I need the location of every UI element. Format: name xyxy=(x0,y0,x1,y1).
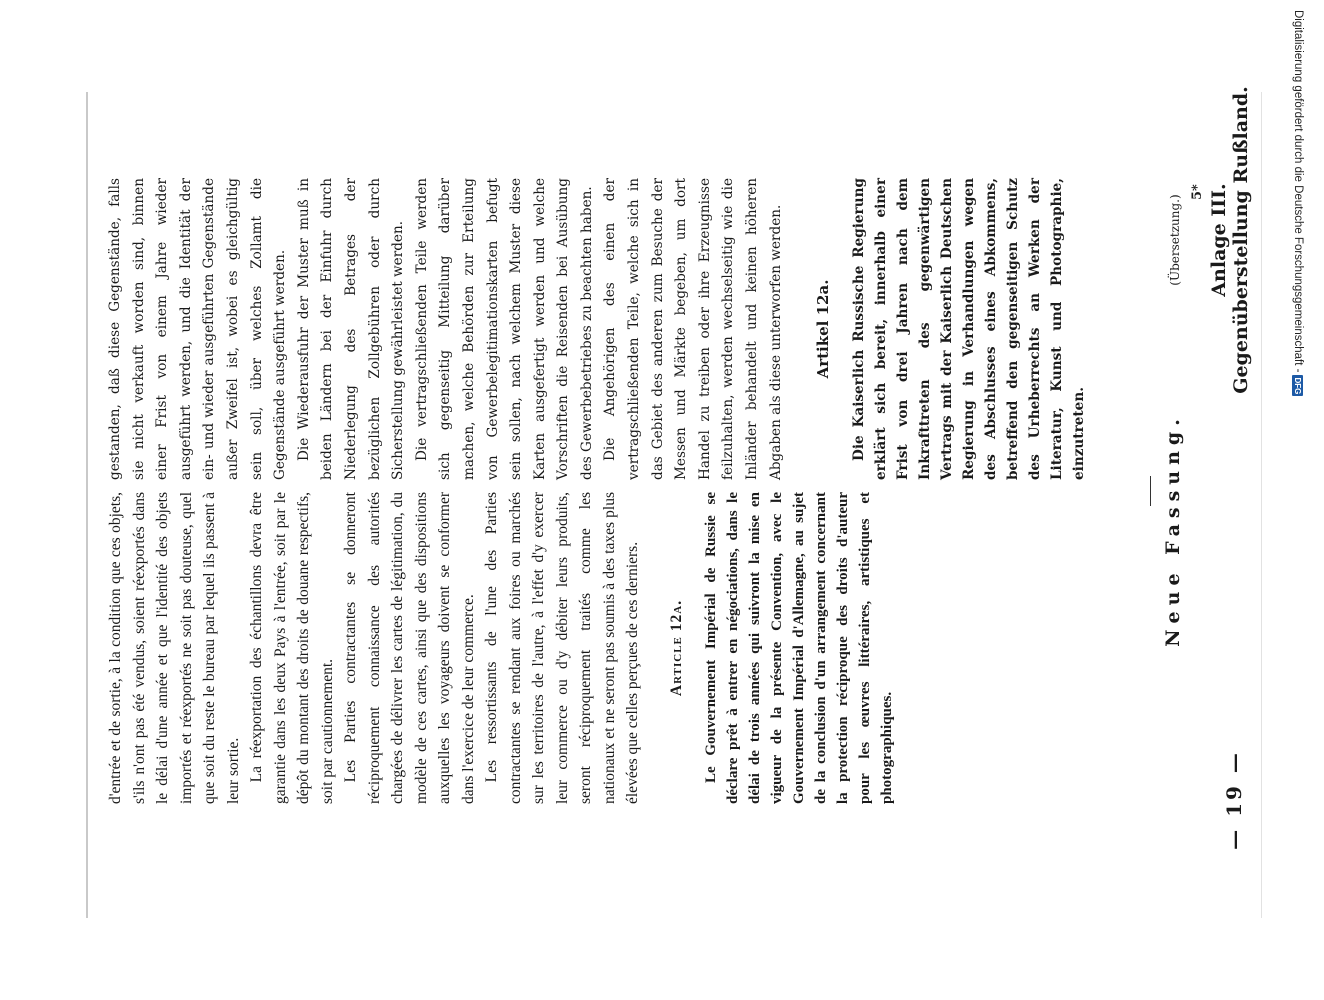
french-article-body: Le Gouvernement Impérial de Russie se déclare prêt à entrer en négociations, dans le délai de trois années qui suivront la mise en vigueur de la présente Convention, avec le Gouvernement Impérial d'Allemagne, au sujet de la conclusion d'un arrangement concernant la protection réciproque des droits d'auteur pour les œuvres littéraires, artistiques et photographiques. xyxy=(703,492,895,804)
german-article-text xyxy=(848,178,1090,480)
german-paragraph: Die vertragschließenden Teile werden sich gegenseitig Mitteilung darüber machen, welche Behörden zur Erteilung von Gewerbelegitimationskarten befugt sein sollen, nach welchem Muster diese Karten ausgefertigt werden und welche Vorschriften die Reisenden bei Ausübung des Gewerbebetriebes zu beachten haben. xyxy=(413,178,595,480)
german-paragraph: gestanden, daß diese Gegenstände, falls sie nicht verkauft worden sind, binnen einer Frist von einem Jahre wieder ausgeführt werden, und die Identität der ein- und wieder ausgeführten Gegenstände außer Zweifel ist, wobei es gleichgültig sein soll, über welches Zollamt die Gegenstände ausgeführt werden. xyxy=(107,178,289,480)
french-paragraph: Les ressortissants de l'une des Parties contractantes se rendant aux foires ou marchés sur les territoires de l'autre, à l'effet d'y exercer leur commerce ou d'y débiter leurs produits, seront réciproquement traités comme les nationaux et ne seront pas soumis à des taxes plus élevées que celles perçues de ces derniers. xyxy=(483,492,641,804)
dfg-badge: DFG xyxy=(1293,377,1303,395)
german-article-body: Die Kaiserlich Russische Regierung erklärt sich bereit, innerhalb einer Frist von drei Jahren nach dem Inkrafttreten des gegenwärtigen Vertrags mit der Kaiserlich Deutschen Regierung in Verhandlungen wegen des Abschlusses eines Abkommens, betreffend den gegenseitigen Schutz des Urheberrechts an Werken der Literatur, Kunst und Photographie, einzutreten. xyxy=(850,178,1087,480)
credit-strip xyxy=(1290,10,1306,395)
german-article-heading: Artikel 12a. xyxy=(814,279,833,379)
german-text xyxy=(104,178,1090,480)
french-article-heading: Article 12a. xyxy=(667,599,685,697)
german-paragraph: Die Wiederausfuhr der Muster muß in beiden Ländern bei der Einfuhr durch Niederlegung des Betrages der bezüglichen Zollgebühren oder durch Sicherstellung gewährleistet werden. xyxy=(295,178,407,480)
annex-line-1: Anlage III. xyxy=(1208,183,1230,297)
french-paragraph: La réexportation des échantillons devra être garantie dans les deux Pays à l'entrée, soit par le dépôt du montant des droits de douane respectifs, soit par cautionnement. xyxy=(248,492,336,804)
page-signature: 5* xyxy=(1190,184,1205,200)
french-paragraph: Les Parties contractantes se donneront réciproquement connaissance des autorités chargées de délivrer les cartes de légitimation, du modèle de ces cartes, ainsi que des dispositions auxquelles les voyageurs doivent se conformer dans l'exercice de leur commerce. xyxy=(342,492,477,804)
german-paragraph: Die Angehörigen des einen der vertragschließenden Teile, welche sich in das Gebiet des anderen zum Besuche der Messen und Märkte begeben, um dort Handel zu treiben oder ihre Erzeugnisse feilzuhalten, werden wechselseitig wie die Inländer behandelt und keinen höheren Abgaben als diese unterworfen werden. xyxy=(602,178,784,480)
annex-line-2: Gegenüberstellung Rußland. xyxy=(1230,86,1252,394)
french-text xyxy=(104,492,898,804)
translation-note: (Übersetzung.) xyxy=(1168,194,1182,286)
neue-fassung-heading: Neue Fassung. xyxy=(1162,413,1184,647)
french-article-text xyxy=(700,492,898,804)
page-number: — 19 — xyxy=(1222,750,1246,850)
french-paragraph: d'entrée et de sortie, à la condition que ces objets, s'ils n'ont pas été vendus, soient réexportés dans le délai d'une année et que l'identité des objets importés et réexportés ne soit pas douteuse, quel que soit du reste le bureau par lequel ils passent à leur sortie. xyxy=(107,492,242,804)
credit-label: Digitalisierung gefördert durch die Deutsche Forschungsgemeinschaft - xyxy=(1292,10,1304,373)
credit-text xyxy=(1290,10,1306,395)
